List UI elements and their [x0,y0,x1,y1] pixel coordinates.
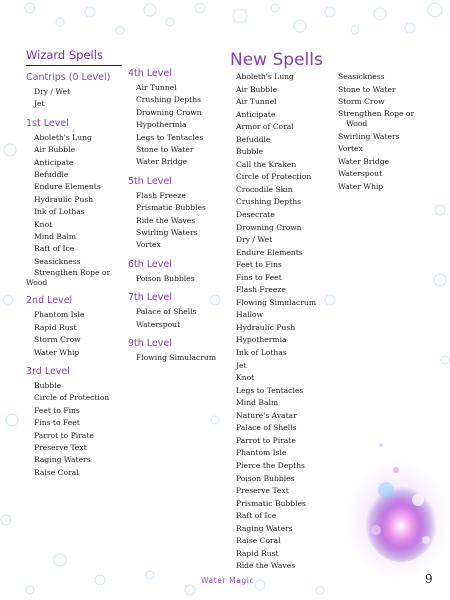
level-heading-9th: 9th Level [128,338,172,350]
spell-item: Mind Balm [34,232,77,242]
spell-item: Bubble [34,380,62,390]
spell-item: Preserve Text [34,442,87,452]
spell-list-3rd [26,380,122,479]
spell-item: Circle of Protection [34,393,110,403]
spell-list-2nd [26,309,122,359]
spell-item: Anticipate [34,157,74,167]
new-spells-list-2 [338,71,434,193]
new-spell-item: Air Bubble [236,84,278,94]
new-spell-item: Waterspout [338,169,383,179]
spell-item: Water Bridge [136,157,188,167]
new-spell-item: Nature's Avatar [236,410,297,420]
spell-item: Poison Bubbles [136,273,195,283]
new-spell-item: Hallow [236,310,264,320]
spell-item: Raise Coral [34,467,79,477]
magic-orb-illustration [346,430,450,580]
spell-item: Hypothermia [136,120,187,130]
new-spell-item: Legs to Tentacles [236,385,304,395]
spell-list-5th [128,190,224,252]
spell-item: Seasickness [34,256,81,266]
wizard-spells-column-2 [128,68,224,365]
new-spell-item: Rapid Rust [236,548,279,558]
spell-item: Befuddle [34,170,69,180]
spell-item: Phantom Isle [34,310,85,320]
level-heading-cantrips: Cantrips (0 Level) [26,72,111,83]
spell-item: Flowing Simulacrum [136,353,217,363]
new-spell-item: Drowning Crown [236,222,302,232]
spell-item: Rapid Rust [34,322,77,332]
spell-item: Jet [34,99,45,109]
spell-list-6th [128,273,224,285]
spell-list-9th [128,352,224,364]
new-spells-column-1 [236,71,332,573]
new-spell-item: Aboleth's Lung [236,72,294,81]
new-spell-item: Seasickness [338,72,385,81]
new-spell-item: Hydraulic Push [236,322,296,332]
spell-item: Fins to Feet [34,418,80,428]
level-heading-3rd: 3rd Level [26,365,70,377]
new-spell-item: Vortex [338,144,363,154]
wizard-spells-title: Wizard Spells [26,48,122,66]
new-spell-item: Crocodile Skin [236,184,293,194]
new-spell-item: Call the Kraken [236,159,297,169]
footer-title: Water Magic [201,576,255,585]
spell-list-1st [26,132,122,288]
spell-item: Crushing Depths [136,95,201,105]
new-spell-item: Water Whip [338,181,384,191]
new-spell-item: Ride the Waves [236,561,296,571]
new-spell-item: Flash Freeze [236,285,286,295]
level-heading-7th: 7th Level [128,292,172,304]
spell-item: Feet to Fins [34,405,80,415]
level-heading-1st: 1st Level [26,117,69,129]
new-spell-item: Crushing Depths [236,197,301,207]
new-spell-item: Ink of Lothas [236,348,287,358]
new-spell-item: Raise Coral [236,536,281,546]
spell-item: Dry / Wet [34,87,71,96]
spell-item: Swirling Waters [136,228,198,238]
spell-item: Prismatic Bubbles [136,203,206,213]
new-spells-list-1 [236,71,332,573]
new-spell-item: Bubble [236,147,264,157]
spell-item: Raging Waters [34,455,91,465]
spell-item: Drowning Crown [136,107,202,117]
spell-list-7th [128,306,224,331]
spell-item: Aboleth's Lung [34,132,92,142]
new-spells-title: New Spells [230,50,323,70]
new-spell-item: Pierce the Depths [236,460,305,470]
level-heading-5th: 5th Level [128,175,172,187]
spell-item: Endure Elements [34,182,101,192]
new-spell-item: Mind Balm [236,398,279,408]
spell-item: Parrot to Pirate [34,430,94,440]
spell-item: Waterspout [136,319,181,329]
wizard-spells-column-1 [26,48,122,479]
spell-item: Air Tunnel [136,83,177,92]
new-spell-item: Water Bridge [338,156,390,166]
new-spell-item: Stone to Water [338,84,396,94]
spell-list-4th [128,82,224,169]
new-spell-item: Storm Crow [338,97,385,107]
spell-item: Strengthen Rope or Wood [26,268,111,288]
level-heading-6th: 6th Level [128,258,172,270]
spell-item: Storm Crow [34,335,81,345]
level-heading-4th: 4th Level [128,68,172,79]
spell-item: Air Bubble [34,145,76,155]
spell-item: Water Whip [34,347,80,357]
new-spell-item: Befuddle [236,134,271,144]
new-spell-item: Raging Waters [236,523,293,533]
new-spell-item: Endure Elements [236,247,303,257]
new-spell-item: Parrot to Pirate [236,435,296,445]
new-spell-item: Dry / Wet [236,235,273,245]
new-spell-item: Swirling Waters [338,131,400,141]
spell-item: Ink of Lothas [34,207,85,217]
new-spell-item: Flowing Simulacrum [236,297,317,307]
spell-item: Palace of Shells [136,307,197,317]
new-spell-item: Air Tunnel [236,97,277,107]
new-spell-item: Preserve Text [236,486,289,496]
spell-item: Ride the Waves [136,215,196,225]
spell-item: Stone to Water [136,145,194,155]
spell-item: Vortex [136,240,161,250]
new-spell-item: Armor of Coral [236,122,294,132]
new-spell-item: Feet to Fins [236,260,282,270]
new-spell-item: Fins to Feet [236,272,282,282]
new-spell-item: Raft of Ice [236,511,277,521]
new-spell-item: Jet [236,360,247,370]
spell-list-cantrips [26,86,122,111]
spell-item: Raft of Ice [34,244,75,254]
new-spell-item: Knot [236,373,255,383]
spell-item: Flash Freeze [136,190,186,200]
new-spell-item: Strengthen Rope or Wood [338,108,415,128]
new-spell-item: Circle of Protection [236,172,312,182]
spell-item: Knot [34,219,53,229]
new-spell-item: Desecrate [236,210,275,220]
new-spell-item: Palace of Shells [236,423,297,433]
new-spell-item: Phantom Isle [236,448,287,458]
new-spell-item: Anticipate [236,109,276,119]
new-spell-item: Hypothermia [236,335,287,345]
spell-item: Legs to Tentacles [136,132,204,142]
new-spell-item: Prismatic Bubbles [236,498,306,508]
level-heading-2nd: 2nd Level [26,295,73,307]
spell-item: Hydraulic Push [34,194,94,204]
page-number: 9 [425,572,433,586]
new-spells-column-2 [338,71,434,193]
new-spell-item: Poison Bubbles [236,473,295,483]
